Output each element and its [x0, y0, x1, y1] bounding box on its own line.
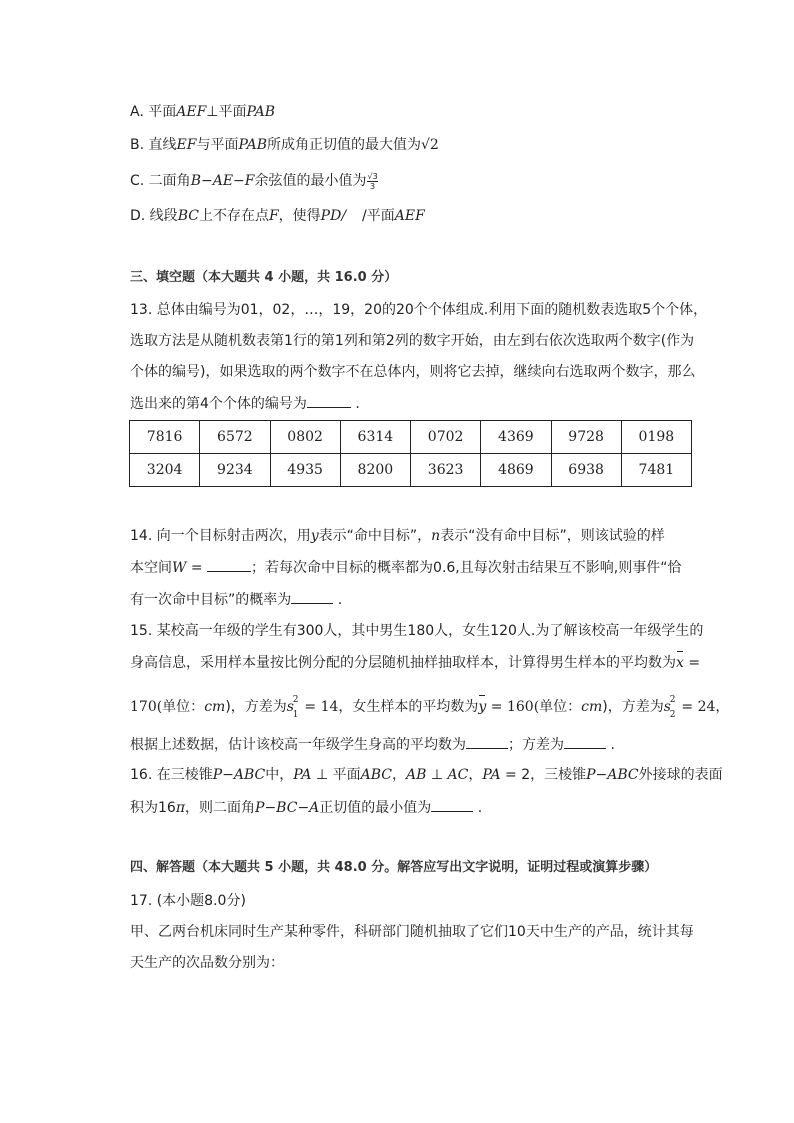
- q16-text-8: 外接球的表面: [638, 767, 723, 783]
- q15-text-1: 身高信息，采用样本量按比例分配的分层随机抽样抽取样本，计算得男生样本的平均数为: [130, 655, 676, 671]
- table-cell: 3204: [130, 454, 200, 487]
- q14-line-1: [130, 526, 665, 546]
- table-cell: 6572: [200, 421, 270, 454]
- option-d-math-2: F: [268, 208, 279, 224]
- q15-s1-symbol: s: [286, 699, 294, 715]
- q13-line-4: [130, 393, 360, 414]
- option-c-math-1: B−AE−F: [190, 173, 255, 189]
- q17-line-2: 甲、乙两台机床同时生产某种零件，科研部门随机抽取了它们10天中生产的产品，统计其每: [130, 924, 694, 940]
- q16-period: .: [473, 800, 483, 816]
- q15-equals-1: =: [683, 655, 701, 671]
- q16-line-1: [130, 765, 723, 785]
- q15-variance-s2: [663, 695, 676, 720]
- option-b-text: 与平面: [196, 137, 239, 153]
- q16-text-3: ⊥ 平面: [311, 767, 361, 783]
- section-4-title: 四、解答题（本大题共 5 小题，共 48.0 分。解答应写出文字说明，证明过程或演算步骤）: [130, 860, 658, 875]
- q16-math-4: AB: [405, 767, 427, 783]
- q15-answer-blank-2[interactable]: [564, 734, 606, 749]
- q13-line-3: 个体的编号)，如果选取的两个数字不在总体内，则将它去掉，继续向右选取两个数字，那么: [130, 364, 696, 380]
- q16-text-11: 正切值的最小值为: [319, 800, 432, 816]
- table-row: [130, 454, 692, 487]
- q14-math-y: y: [310, 528, 319, 544]
- q16-math-7: P−ABC: [586, 767, 639, 783]
- q14-text-1: 14. 向一个目标射击两次，用: [130, 528, 311, 544]
- q14-answer-blank-1[interactable]: [207, 557, 251, 572]
- q14-text-5: ；若每次命中目标的概率都为0.6,且每次射击结果互不影响,则事件“恰: [251, 560, 682, 576]
- q14-math-n: n: [431, 528, 441, 544]
- table-cell: 0198: [621, 421, 691, 454]
- option-b-math-1: EF: [176, 137, 197, 153]
- q15-line-1: 15. 某校高一年级的学生有300人，其中男生180人，女生120人.为了解该校高一年级学生的: [130, 623, 704, 639]
- q14-period: .: [333, 592, 343, 608]
- q16-text-1: 16. 在三棱锥: [130, 767, 213, 783]
- option-a-label: A. 平面: [130, 104, 177, 120]
- random-number-table: [129, 420, 692, 487]
- q16-math-3: ABC: [360, 767, 392, 783]
- option-d-math-1: BC: [177, 208, 199, 224]
- q13-period: .: [350, 396, 360, 412]
- q16-text-4: ，: [391, 767, 406, 783]
- q15-s1-sup: 2: [292, 695, 299, 705]
- q13-line-1: 13. 总体由编号为01，02，…，19，20的20个个体组成.利用下面的随机数表选取5个个体，: [130, 302, 708, 318]
- option-d: [130, 206, 425, 226]
- q15-text-2: 170(单位：: [130, 699, 205, 715]
- q13-text: 选出来的第4个个体的编号为: [130, 396, 307, 412]
- q15-answer-blank-1[interactable]: [466, 734, 508, 749]
- q15-unit-1: cm: [204, 699, 226, 715]
- q16-answer-blank[interactable]: [431, 797, 473, 812]
- q16-text-6: ，: [468, 767, 483, 783]
- option-a: [130, 102, 275, 122]
- option-c: [130, 171, 378, 191]
- q15-text-8: 根据上述数据，估计该校高一年级学生身高的平均数为: [130, 737, 466, 753]
- q15-text-9: ；方差为: [508, 737, 564, 753]
- q16-math-8: P−BC−A: [255, 800, 320, 816]
- option-a-math-2: PAB: [246, 104, 276, 120]
- option-d-math-3: PD/: [320, 208, 347, 224]
- table-cell: 7816: [130, 421, 200, 454]
- option-d-text-3: /平面: [362, 208, 395, 224]
- q14-math-w: W: [172, 560, 187, 576]
- q15-unit-2: cm: [581, 699, 603, 715]
- q16-math-1: P−ABC: [212, 767, 266, 783]
- q15-mean-x: x: [676, 655, 684, 671]
- q13-answer-blank[interactable]: [307, 393, 351, 408]
- option-d-text-2: ，使得: [278, 208, 321, 224]
- q16-text-7: = 2，三棱锥: [500, 767, 587, 783]
- option-b-value: √2: [421, 137, 439, 153]
- q16-text-5: ⊥: [426, 767, 448, 783]
- option-a-math-1: AEF: [176, 104, 207, 120]
- q14-text-4: 本空间: [130, 560, 172, 576]
- option-a-text: 平面: [218, 104, 247, 120]
- q15-s1-sub: 1: [292, 710, 299, 720]
- option-b-end: 所成角正切值的最大值为: [267, 137, 421, 153]
- q15-period: .: [606, 737, 615, 753]
- option-d-text-1: 上不存在点: [198, 208, 269, 224]
- q15-text-4: = 14，女生样本的平均数为: [299, 699, 479, 715]
- option-b-math-2: PAB: [238, 137, 267, 153]
- q15-text-6: )，方差为: [602, 699, 664, 715]
- table-cell: 4869: [481, 454, 551, 487]
- q15-text-3: )，方差为: [225, 699, 287, 715]
- option-c-fraction-bottom: 3: [370, 181, 376, 191]
- table-cell: 6938: [551, 454, 621, 487]
- table-cell: 4935: [270, 454, 340, 487]
- q15-line-3: [130, 695, 730, 720]
- q14-line-3: [130, 589, 342, 610]
- option-a-perp: ⊥: [206, 104, 219, 120]
- table-cell: 7481: [621, 454, 691, 487]
- q15-line-2: [130, 653, 700, 673]
- q16-math-2: PA: [293, 767, 312, 783]
- option-c-label: C. 二面角: [130, 173, 191, 189]
- q15-variance-s1: [286, 695, 299, 720]
- q15-s2-sub: 2: [669, 710, 676, 720]
- q16-text-2: 中，: [265, 767, 294, 783]
- q16-math-6: PA: [482, 767, 501, 783]
- q14-line-2: [130, 557, 681, 578]
- table-cell: 6314: [340, 421, 410, 454]
- q14-text-2: 表示“命中目标”，: [318, 528, 432, 544]
- option-c-end: 余弦值的最小值为: [254, 173, 367, 189]
- q15-mean-y: y: [478, 699, 487, 715]
- option-c-fraction: [367, 172, 377, 191]
- q16-math-5: AC: [447, 767, 469, 783]
- q15-s2-symbol: s: [663, 699, 671, 715]
- q15-s2-sup: 2: [669, 695, 676, 705]
- q14-text-6: 有一次命中目标”的概率为: [130, 592, 292, 608]
- q15-line-4: [130, 734, 615, 755]
- q15-text-5: = 160(单位：: [486, 699, 582, 715]
- q17-line-3: 天生产的次品数分别为：: [130, 955, 284, 971]
- q13-line-2: 选取方法是从随机数表第1行的第1列和第2列的数字开始，由左到右依次选取两个数字(作为: [130, 333, 695, 349]
- q14-answer-blank-2[interactable]: [291, 589, 333, 604]
- option-d-math-4: AEF: [394, 208, 425, 224]
- table-cell: 8200: [340, 454, 410, 487]
- q16-line-2: [130, 797, 482, 818]
- q17-line-1: 17. (本小题8.0分): [130, 893, 246, 909]
- q14-equals: =: [186, 560, 208, 576]
- q15-text-7: = 24，: [676, 699, 730, 715]
- q16-math-pi: π: [175, 800, 186, 816]
- table-cell: 9728: [551, 421, 621, 454]
- table-cell: 0802: [270, 421, 340, 454]
- table-cell: 4369: [481, 421, 551, 454]
- table-cell: 3623: [411, 454, 481, 487]
- option-b-label: B. 直线: [130, 137, 177, 153]
- table-row: [130, 421, 692, 454]
- section-3-title: 三、填空题（本大题共 4 小题，共 16.0 分）: [130, 270, 398, 285]
- option-c-fraction-top: √3: [367, 171, 378, 181]
- table-cell: 0702: [411, 421, 481, 454]
- q16-text-9: 积为16: [130, 800, 176, 816]
- q16-text-10: ，则二面角: [185, 800, 256, 816]
- option-b: [130, 135, 439, 155]
- table-cell: 9234: [200, 454, 270, 487]
- q14-text-3: 表示“没有命中目标”，则该试验的样: [440, 528, 665, 544]
- option-d-label: D. 线段: [130, 208, 178, 224]
